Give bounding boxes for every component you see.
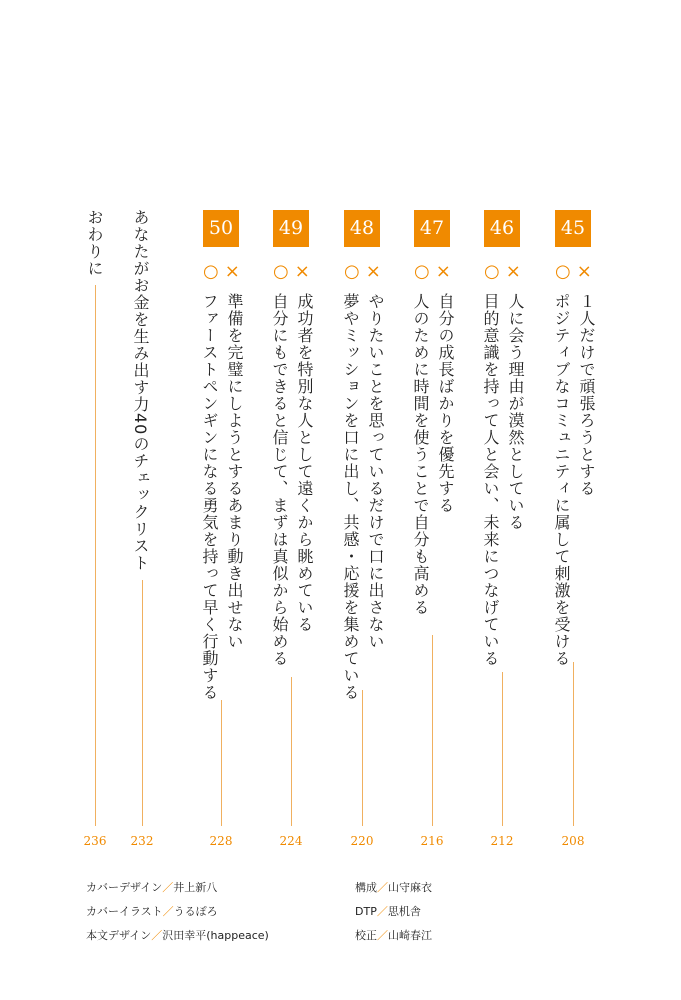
chapter-line-1[interactable]: 自分の成長ばかりを優先する: [436, 293, 455, 514]
circle-icon: ○: [344, 261, 360, 282]
leader-line: [95, 285, 96, 826]
credit-role: 校正: [355, 929, 377, 942]
credit-name: 山崎春江: [388, 929, 432, 942]
leader-line: [432, 635, 433, 826]
credit-row: [86, 876, 269, 900]
cross-icon: ×: [365, 261, 381, 282]
chapter-line-2[interactable]: ファーストペンギンになる勇気を持って早く行動する: [200, 293, 219, 701]
chapter-number-badge: 48: [344, 210, 380, 247]
circle-icon: ○: [555, 261, 571, 282]
credit-role: 本文デザイン: [86, 929, 152, 942]
credits-left: [86, 876, 269, 948]
circle-cross-marks: [203, 261, 243, 281]
credit-row: [86, 924, 269, 948]
credit-name: 山守麻衣: [388, 881, 432, 894]
page-number: 220: [350, 834, 374, 848]
circle-cross-marks: [414, 261, 454, 281]
chapter-number-badge: 50: [203, 210, 239, 247]
credit-role: カバーイラスト: [86, 905, 163, 918]
page-number: 216: [420, 834, 444, 848]
circle-cross-marks: [344, 261, 384, 281]
leader-line: [573, 662, 574, 826]
chapter-number-badge: 49: [273, 210, 309, 247]
credit-name: 思机舎: [387, 905, 421, 918]
chapter-line-2[interactable]: 目的意識を持って人と会い、未来につなげている: [481, 293, 500, 667]
circle-icon: ○: [484, 261, 500, 282]
page-number: 228: [209, 834, 233, 848]
circle-cross-marks: [484, 261, 524, 281]
cross-icon: ×: [435, 261, 451, 282]
credit-slash: ／: [162, 905, 174, 918]
credits-right: [355, 876, 432, 948]
chapter-line-2[interactable]: 自分にもできると信じて、まずは真似から始める: [270, 293, 289, 667]
page-number: 232: [130, 834, 154, 848]
chapter-line-1[interactable]: やりたいことを思っているだけで口に出さない: [366, 293, 385, 650]
credit-role: DTP: [355, 905, 377, 918]
chapter-line-1[interactable]: 準備を完璧にしようとするあまり動き出せない: [225, 293, 244, 650]
chapter-line-1[interactable]: １人だけで頑張ろうとする: [577, 293, 596, 497]
chapter-line-1[interactable]: 成功者を特別な人として遠くから眺めている: [295, 293, 314, 633]
circle-cross-marks: [555, 261, 595, 281]
credit-slash: ／: [377, 929, 388, 942]
chapter-number-badge: 47: [414, 210, 450, 247]
circle-icon: ○: [414, 261, 430, 282]
credit-slash: ／: [377, 881, 388, 894]
cross-icon: ×: [294, 261, 310, 282]
circle-cross-marks: [273, 261, 313, 281]
leader-line: [502, 672, 503, 826]
afterword-title[interactable]: おわりに: [85, 209, 104, 277]
leader-line: [221, 700, 222, 826]
chapter-line-2[interactable]: ポジティブなコミュニティに属して刺激を受ける: [552, 293, 571, 667]
leader-line: [291, 677, 292, 826]
credit-row: [355, 876, 432, 900]
chapter-line-2[interactable]: 夢やミッションを口に出し、共感・応援を集めている: [341, 293, 360, 701]
chapter-line-2[interactable]: 人のために時間を使うことで自分も高める: [411, 293, 430, 616]
credit-role: カバーデザイン: [86, 881, 163, 894]
page-number: 212: [490, 834, 514, 848]
chapter-line-1[interactable]: 人に会う理由が漠然としている: [506, 293, 525, 531]
credit-role: 構成: [355, 881, 377, 894]
credit-name: 沢田幸平(happeace): [162, 929, 269, 942]
credit-name: うるぽろ: [173, 905, 218, 918]
cross-icon: ×: [505, 261, 521, 282]
cross-icon: ×: [576, 261, 592, 282]
credit-name: 井上新八: [173, 881, 218, 894]
credit-row: [355, 924, 432, 948]
cross-icon: ×: [224, 261, 240, 282]
chapter-number-badge: 45: [555, 210, 591, 247]
credit-row: [355, 900, 432, 924]
page-number: 208: [561, 834, 585, 848]
circle-icon: ○: [273, 261, 289, 282]
credit-slash: ／: [151, 929, 163, 942]
leader-line: [142, 580, 143, 826]
credit-row: [86, 900, 269, 924]
page-number: 236: [83, 834, 107, 848]
credit-slash: ／: [162, 881, 174, 894]
leader-line: [362, 690, 363, 826]
checklist-title[interactable]: あなたがお金を生み出す力40のチェックリスト: [131, 209, 150, 572]
page-number: 224: [279, 834, 303, 848]
circle-icon: ○: [203, 261, 219, 282]
credit-slash: ／: [376, 905, 388, 918]
chapter-number-badge: 46: [484, 210, 520, 247]
